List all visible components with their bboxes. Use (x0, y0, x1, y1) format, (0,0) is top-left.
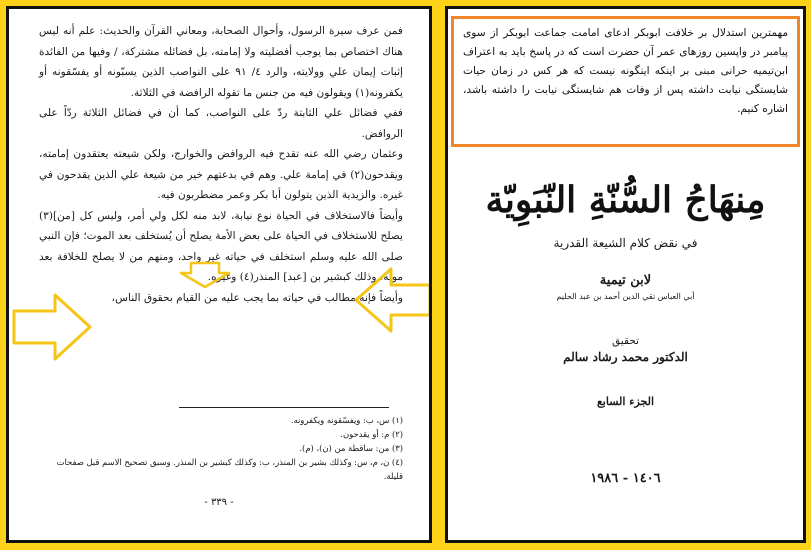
annotation-callout: مهمترین استدلال بر خلافت ابوبکر ادعای امامت جماعت ابوبکر از سوی پیامبر در واپسین روزهای عمر آن حضرت است که در پاسخ باید به اعتراف ابن‌تیمیه حرانی مبنی بر اینکه اینگونه نیست که هر کس در زمان حیات شایستگی نیابت داشته پس از وفات هم شایستگی نیابت را داشته باشد، اشاره کنیم. (451, 16, 800, 147)
author-full-name: أبي العباس تقي الدين أحمد بن عبد الحليم (556, 292, 695, 301)
footnote-divider (179, 407, 389, 408)
footnote-4: (٤) ن، م، س: وكذلك بشير بن المنذر، ب: وكذلك كبشير بن المنذر. وسبق تصحيح الاسم قبل صفحات قليلة. (56, 457, 403, 481)
page-number: - ٣٣٩ - (204, 497, 234, 508)
arrow-right-icon (11, 291, 93, 363)
editor-name: الدكتور محمد رشاد سالم (563, 350, 688, 364)
editor-label: تحقيق (612, 335, 639, 347)
arrow-down-icon (177, 261, 233, 289)
footnotes (39, 413, 403, 483)
paragraph-4-highlighted: وأيضاً فالاستخلاف في الحياة نوع نيابة، لابد منه لكل ولي أمر، وليس كل [من](٣) يصلح للاستخلاف في الحياة على بعض الأمة يصلح أن يُستخلف بعد الموت؛ فإن النبي صلى الله عليه وسلم استخلف في حياته غير واحد، ومنهم من لا يصلح للخلافة بعد موته، وذلك كبشير بن [عبد] المنذر(٤) وغيره. (39, 209, 403, 283)
footnote-3: (٣) من: ساقطة من (ن)، (م). (299, 443, 403, 453)
publication-year: ١٤٠٦ - ١٩٨٦ (590, 471, 661, 486)
book-title: مِنهَاجُ السُّنّةِ النّبَوِيّة (485, 179, 766, 221)
volume-label: الجزء السابع (596, 395, 655, 408)
paragraph-5: وأيضاً فإنه مطالب في حياته بما يجب عليه من القيام بحقوق الناس، (111, 291, 403, 304)
book-subtitle: في نقض كلام الشيعة القدرية (553, 236, 698, 250)
left-book-page (6, 6, 432, 543)
footnote-2: (٢) م: أو يقدحون. (340, 429, 403, 439)
footnote-1: (١) س، ب: ويفسّقونه ويكفرونه. (290, 415, 403, 425)
right-book-cover (445, 6, 806, 543)
paragraph-2: ففي فضائل علي الثابتة ردّ على النواصب، كما أن في فضائل الثلاثة ردّاً على الروافض. (39, 107, 403, 140)
author-name: لابن تيمية (599, 273, 652, 288)
arrow-left-icon (353, 265, 432, 335)
paragraph-1: فمن عرف سيرة الرسول، وأحوال الصحابة، ومعاني القرآن والحديث: علم أنه ليس هناك اختصاص بما يوجب أفضليته ولا إمامته، بل فضائله مشتركة، / وفيها من الفائدة إثبات إيمان علي وولايته، والرد ٤/ ٩١ على النواصب الذين يسبّونه أو يفسّقونه أو يكفرونه(١) ويقولون فيه من جنس ما تقوله الرافضة في الثلاثة. (39, 25, 403, 99)
paragraph-3: وعثمان رضي الله عنه تقدح فيه الروافض والخوارج، ولكن شيعته يعتقدون إمامته، ويقدحون(٢) في إمامة علي. وهم في بدعتهم خير من شيعة علي الذين يقدحون في غيره. والزيدية الذين يتولون أبا بكر وعمر مضطربون فيه. (39, 148, 403, 201)
